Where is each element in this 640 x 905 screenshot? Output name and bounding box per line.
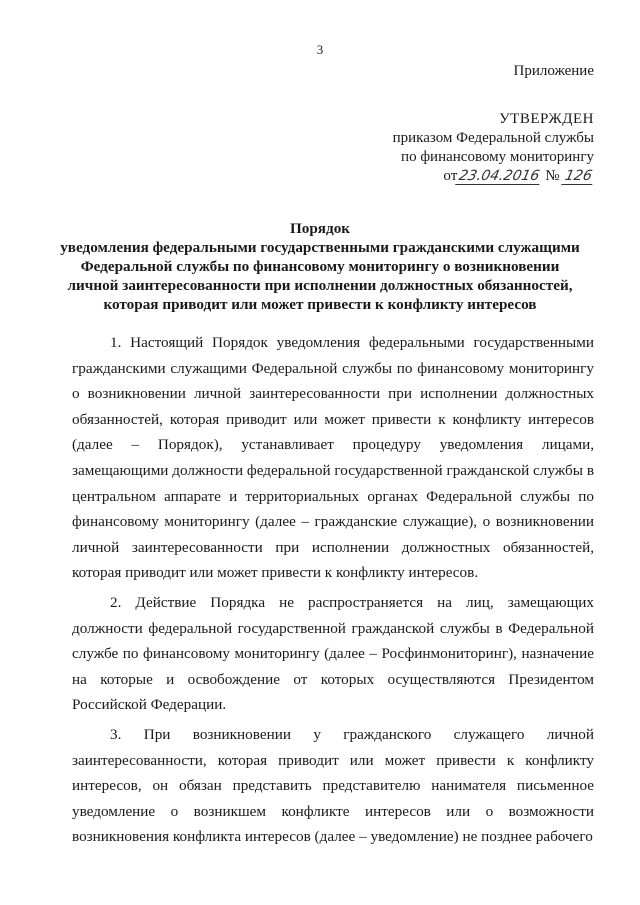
approval-line-1: приказом Федеральной службы	[392, 130, 594, 146]
page-number: 3	[316, 42, 324, 57]
number-label: №	[545, 168, 560, 184]
document-title	[40, 219, 600, 314]
from-label: от	[443, 168, 458, 184]
order-reference	[393, 167, 594, 186]
paragraph-3: 3. При возникновении у гражданского служащего личной заинтересованности, которая приводит или может привести к конфликту интересов, он обязан представить представителю нанимателя письменное уведомление о возникшем конфликте интересов или о возможности возникновения конфликта интересов (далее – уведомление) не позднее рабочего	[72, 725, 594, 846]
approved-heading: УТВЕРЖДЕН	[499, 111, 594, 127]
approval-line-2: по финансовому мониторингу	[401, 149, 594, 165]
title-line-1: Порядок	[289, 220, 351, 237]
paragraph-2: 2. Действие Порядка не распространяется на лиц, замещающих должности федеральной государственной гражданской службы в Федеральной службе по финансовому мониторингу (далее – Росфинмониторинг), назначение на которые и освобождение от которых осуществляются Президентом Российской Федерации.	[72, 593, 594, 714]
title-line-3: Федеральной службы по финансовому мониторингу о возникновении	[80, 258, 560, 275]
title-line-2: уведомления федеральными государственными гражданскими служащими	[60, 239, 580, 256]
title-line-5: которая приводит или может привести к конфликту интересов	[103, 296, 537, 313]
handwritten-date: 23.04.2016	[455, 168, 543, 185]
appendix-label: Приложение	[513, 63, 594, 79]
approval-block	[393, 110, 594, 186]
title-line-4: личной заинтересованности при исполнении должностных обязанностей,	[67, 277, 573, 294]
document-body	[72, 330, 594, 854]
paragraph-1: 1. Настоящий Порядок уведомления федеральными государственными гражданскими служащими Федеральной службы по финансовому мониторингу о возникновении личной заинтересованности при исполнении должностных обязанностей, которая приводит или может привести к конфликту интересов (далее – Порядок), устанавливает процедуру уведомления лицами, замещающими должности федеральной государственной гражданской службы в центральном аппарате и территориальных органах Федеральной службы по финансовому мониторингу (далее – гражданские служащие), о возникновении личной заинтересованности при исполнении должностных обязанностей, которая приводит или может привести к конфликту интересов.	[72, 334, 594, 582]
handwritten-number: 126	[561, 168, 595, 185]
